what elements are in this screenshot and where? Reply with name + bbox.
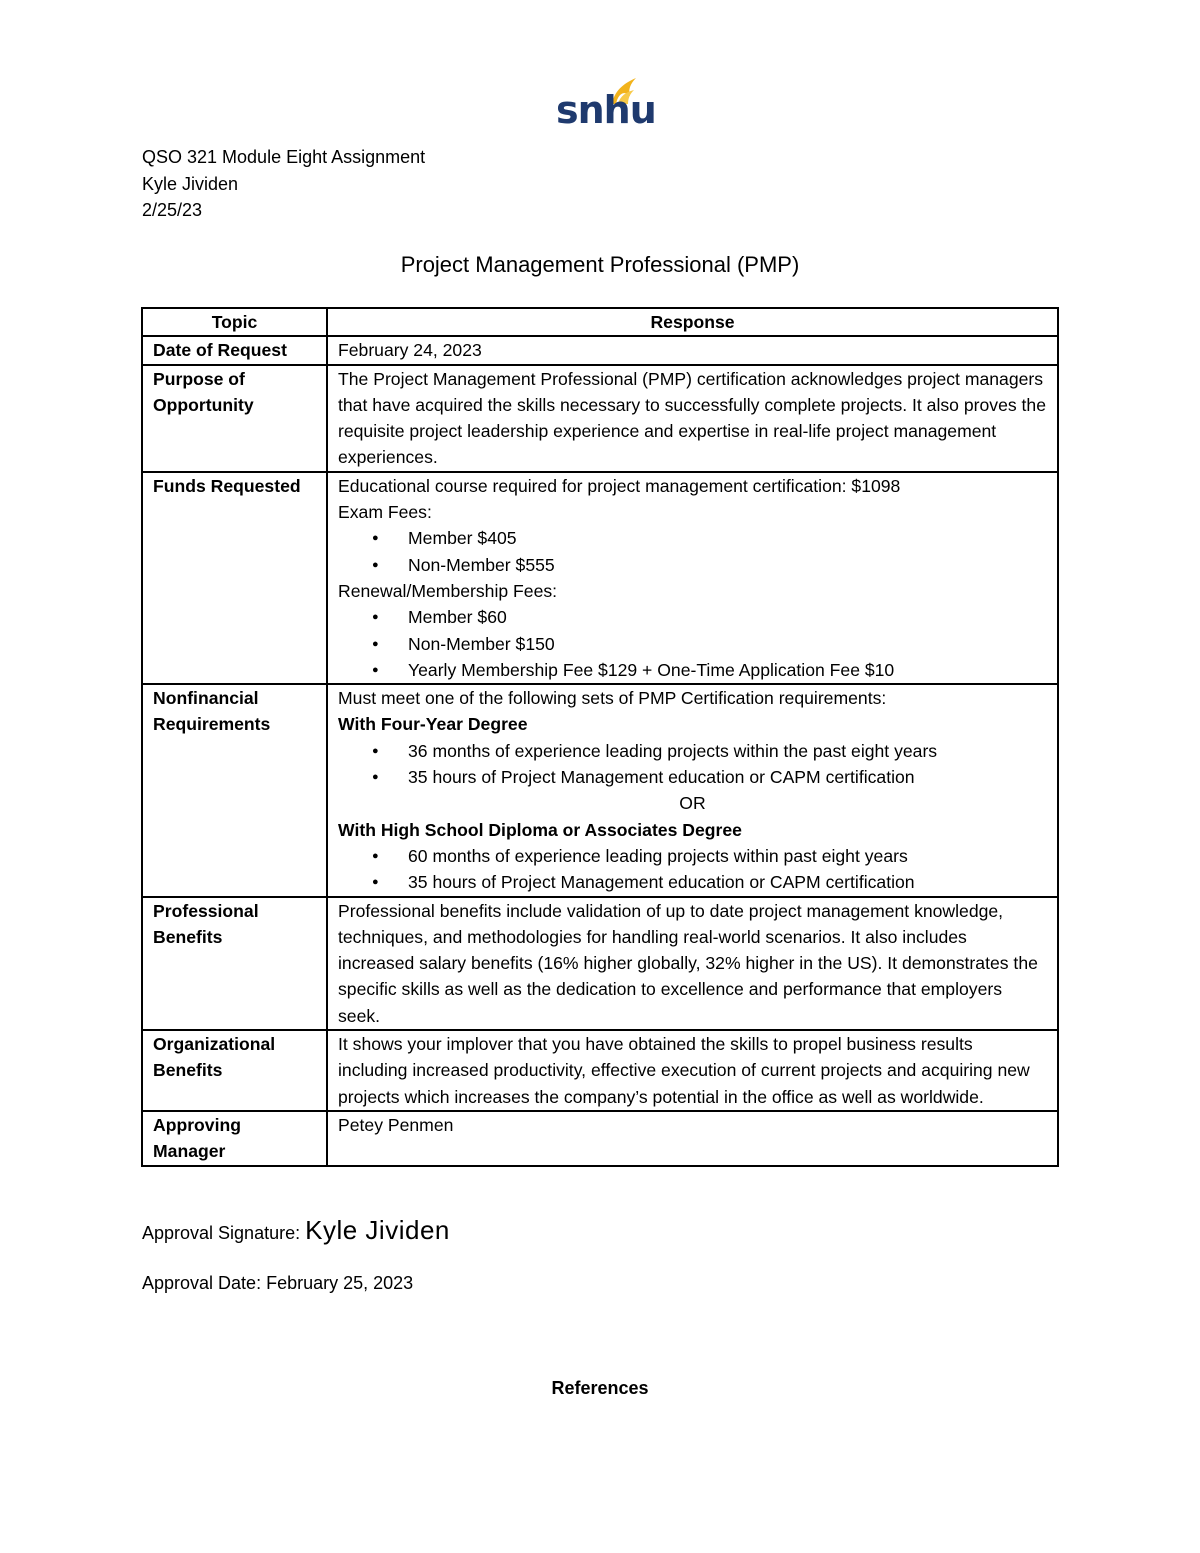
- list-item: ● Yearly Membership Fee $129 + One-Time Application Fee $10: [408, 657, 1047, 683]
- table-row: [142, 684, 1058, 896]
- response-cell: [327, 684, 1058, 896]
- topic-cell: Professional Benefits: [142, 897, 327, 1030]
- response-cell: February 24, 2023: [327, 336, 1058, 364]
- course-line: QSO 321 Module Eight Assignment: [142, 147, 426, 167]
- logo-text: snhu: [556, 88, 656, 132]
- renewal-fees-list: [338, 604, 1047, 683]
- snhu-logo: [556, 74, 656, 134]
- column-header-response: Response: [327, 308, 1058, 336]
- author-line: Kyle Jividen: [142, 173, 239, 194]
- list-item: ● 36 months of experience leading projects within the past eight years: [408, 738, 1047, 764]
- table-row: [142, 1030, 1058, 1111]
- table-header-row: [142, 308, 1058, 336]
- signature-label: Approval Signature:: [142, 1223, 301, 1243]
- references-heading: References: [551, 1378, 649, 1398]
- table-row: [142, 365, 1058, 472]
- approval-signature-line: [142, 1215, 450, 1246]
- request-table: [141, 307, 1059, 1167]
- topic-cell: Date of Request: [142, 336, 327, 364]
- topic-cell: Approving Manager: [142, 1111, 327, 1166]
- course-fee-line: Educational course required for project management certification: $1098: [338, 475, 901, 496]
- response-cell: Petey Penmen: [327, 1111, 1058, 1166]
- topic-cell: Purpose of Opportunity: [142, 365, 327, 472]
- list-item: ● Non-Member $555: [408, 552, 1047, 578]
- approval-date-label: Approval Date:: [142, 1273, 262, 1293]
- list-item: ● Member $60: [408, 604, 1047, 630]
- list-item: ● 35 hours of Project Management education or CAPM certification: [408, 764, 1047, 790]
- exam-fees-label: Exam Fees:: [338, 502, 432, 523]
- list-item: ● 35 hours of Project Management education or CAPM certification: [408, 869, 1047, 895]
- table-row: [142, 1111, 1058, 1166]
- table-row: [142, 897, 1058, 1030]
- document-header: [142, 144, 425, 224]
- topic-cell: Funds Requested: [142, 472, 327, 684]
- approval-date-value: February 25, 2023: [266, 1273, 414, 1293]
- table-row: [142, 472, 1058, 684]
- response-cell: [327, 472, 1058, 684]
- column-header-topic: Topic: [142, 308, 327, 336]
- response-cell: The Project Management Professional (PMP) certification acknowledges project managers that have acquired the skills necessary to successfully complete projects. It also proves the requisite project leadership experience and expertise in real-life project management experiences.: [327, 365, 1058, 472]
- table-row: [142, 336, 1058, 364]
- topic-cell: Nonfinancial Requirements: [142, 684, 327, 896]
- response-cell: It shows your implover that you have obtained the skills to propel business results including increased productivity, effective execution of current projects and acquiring new projects which increases the company’s potential in the office as well as worldwide.: [327, 1030, 1058, 1111]
- four-year-degree-heading: With Four-Year Degree: [338, 714, 528, 735]
- list-item: ● Member $405: [408, 525, 1047, 551]
- approval-date-line: [142, 1273, 413, 1294]
- list-item: ● 60 months of experience leading projects within past eight years: [408, 843, 1047, 869]
- requirements-intro: Must meet one of the following sets of PMP Certification requirements:: [338, 688, 887, 709]
- page-title: Project Management Professional (PMP): [400, 252, 800, 277]
- response-cell: Professional benefits include validation of up to date project management knowledge, techniques, and methodologies for handling real-world scenarios. It also includes increased salary benefits (16% higher globally, 32% higher in the US). It demonstrates the specific skills as well as the dedication to excellence and performance that employers seek.: [327, 897, 1058, 1030]
- date-line: 2/25/23: [142, 200, 203, 220]
- diploma-heading: With High School Diploma or Associates Degree: [338, 819, 742, 840]
- topic-cell: Organizational Benefits: [142, 1030, 327, 1111]
- renewal-fees-label: Renewal/Membership Fees:: [338, 580, 558, 601]
- signature-value: Kyle Jividen: [305, 1215, 450, 1245]
- exam-fees-list: [338, 525, 1047, 578]
- or-separator: OR: [679, 793, 706, 814]
- diploma-requirements-list: [338, 843, 1047, 896]
- list-item: ● Non-Member $150: [408, 631, 1047, 657]
- four-year-requirements-list: [338, 738, 1047, 791]
